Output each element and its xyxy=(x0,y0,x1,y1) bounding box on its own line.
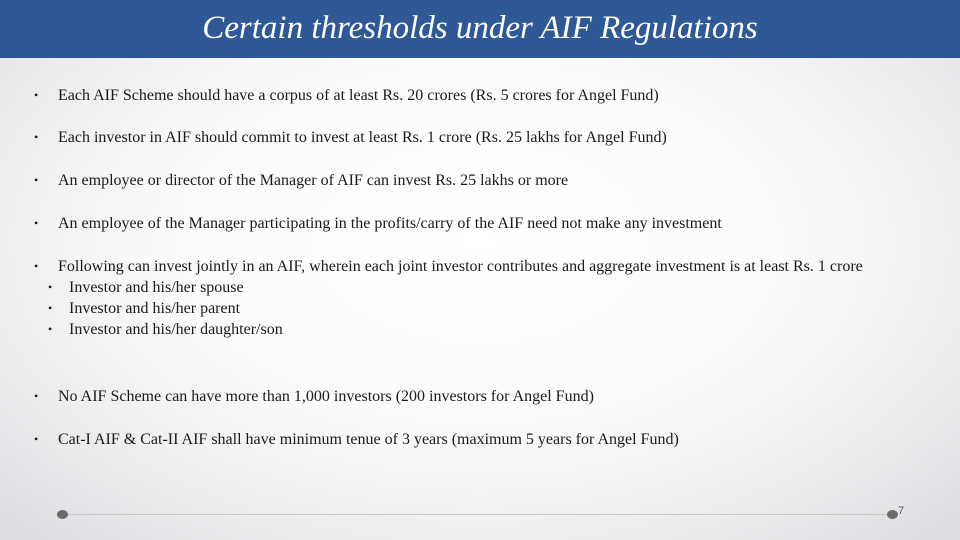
bullet-item xyxy=(34,256,934,340)
sub-bullet-text: Investor and his/her parent xyxy=(69,300,241,317)
sub-bullet-list xyxy=(34,277,934,340)
bullet-item xyxy=(34,386,934,407)
sub-bullet-text: Investor and his/her spouse xyxy=(69,279,244,296)
slide-title: Certain thresholds under AIF Regulations xyxy=(202,9,758,46)
sub-bullet-text: Investor and his/her daughter/son xyxy=(69,321,283,338)
bullet-dot: • xyxy=(34,259,39,273)
sub-bullet-dot: • xyxy=(48,301,53,315)
footer-left-dot-icon xyxy=(57,510,68,519)
bullet-dot: • xyxy=(34,130,39,144)
footer-right-dot-icon xyxy=(887,510,898,519)
bullet-dot: • xyxy=(34,432,39,446)
bullet-dot: • xyxy=(34,216,39,230)
bullet-text: Each AIF Scheme should have a corpus of at least Rs. 20 crores (Rs. 5 crores for Angel Fund) xyxy=(58,87,659,104)
title-bar xyxy=(0,0,960,58)
bullet-item xyxy=(34,170,934,191)
sub-bullet-item xyxy=(48,298,934,319)
bullet-item xyxy=(34,429,934,450)
bullet-dot: • xyxy=(34,173,39,187)
bullet-item xyxy=(34,85,934,106)
bullet-text: Cat-I AIF & Cat-II AIF shall have minimum tenue of 3 years (maximum 5 years for Angel Fund) xyxy=(58,431,679,448)
footer-divider xyxy=(60,514,896,515)
bullet-text: An employee of the Manager participating in the profits/carry of the AIF need not make any investment xyxy=(58,215,722,232)
sub-bullet-dot: • xyxy=(48,280,53,294)
bullet-text: No AIF Scheme can have more than 1,000 investors (200 investors for Angel Fund) xyxy=(58,388,594,405)
page-number: 7 xyxy=(898,505,905,517)
bullet-item xyxy=(34,127,934,148)
bullet-text: Each investor in AIF should commit to invest at least Rs. 1 crore (Rs. 25 lakhs for Angel Fund) xyxy=(58,129,667,146)
sub-bullet-item xyxy=(48,319,934,340)
bullet-dot: • xyxy=(34,389,39,403)
sub-bullet-item xyxy=(48,277,934,298)
sub-bullet-dot: • xyxy=(48,322,53,336)
bullet-text: An employee or director of the Manager of AIF can invest Rs. 25 lakhs or more xyxy=(58,172,569,189)
bullet-dot: • xyxy=(34,88,39,102)
bullet-item xyxy=(34,213,934,234)
bullet-text: Following can invest jointly in an AIF, wherein each joint investor contributes and aggregate investment is at least Rs. 1 crore xyxy=(58,258,863,275)
